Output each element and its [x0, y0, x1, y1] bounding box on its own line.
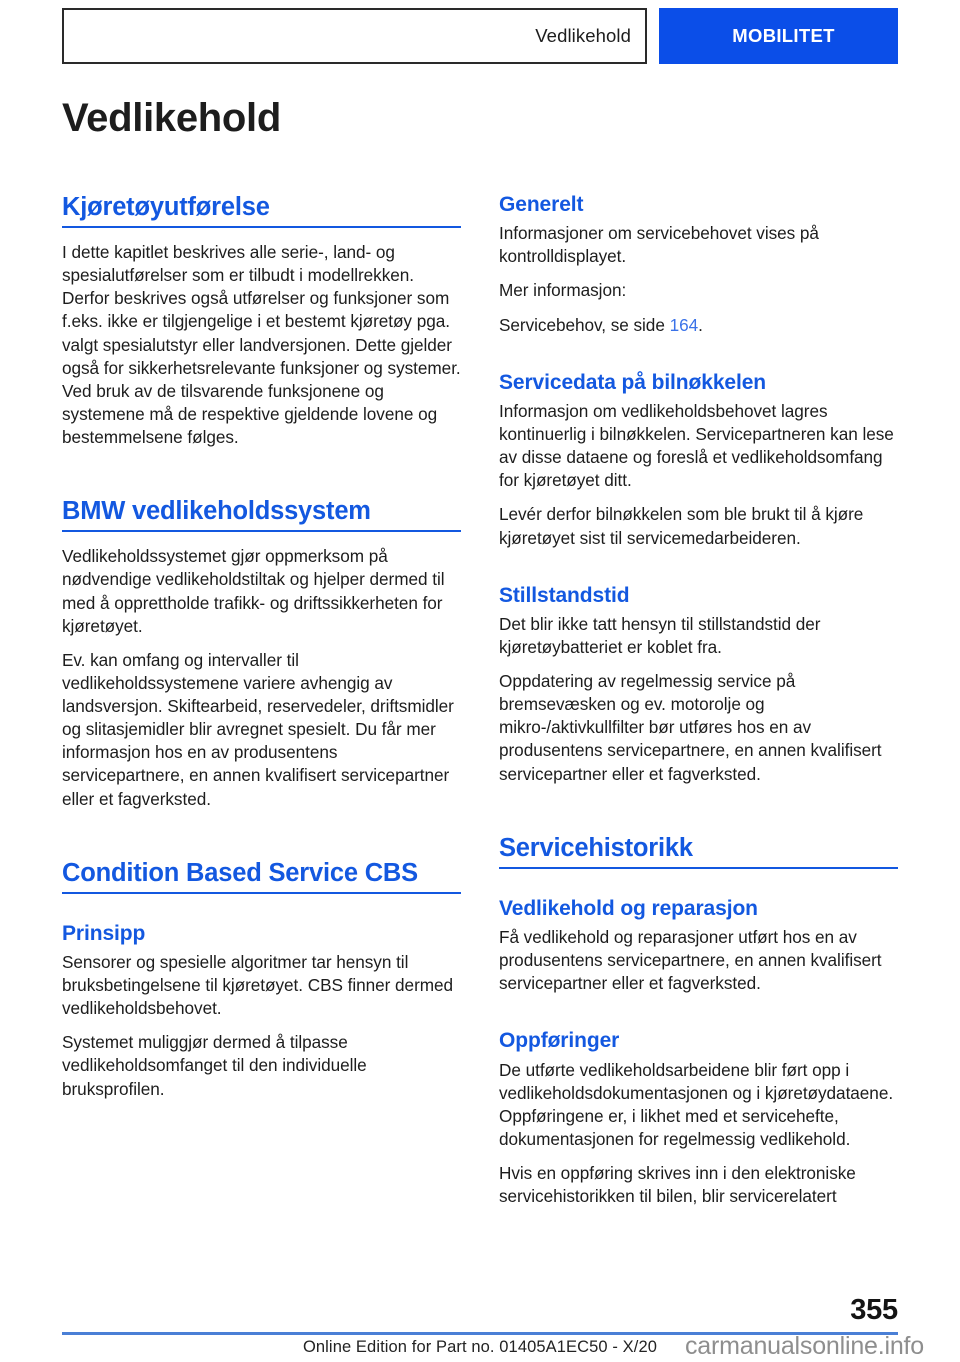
- page-title: Vedlikehold: [62, 96, 281, 140]
- chapter-tab-label: Vedlikehold: [535, 25, 631, 46]
- paragraph-stillstandstid-2: Oppdatering av regelmessig service på bremsevæsken og ev. motorolje og mikro-/aktivkullfilter bør utføres hos en av produsentens servicepartnere, en annen kvalifisert servicepartner eller et fagverksted.: [499, 671, 882, 784]
- section-gap: [62, 460, 461, 496]
- cross-reference-servicebehov: [499, 314, 898, 337]
- subsection-gap: [499, 348, 898, 370]
- watermark-carmanualsonline: carmanualsonline.info: [684, 1332, 924, 1360]
- heading-servicehistorikk: Servicehistorikk: [499, 833, 898, 869]
- paragraph-servicedata-2: Levér derfor bilnøkkelen som ble brukt til å kjøre kjøretøyet sist til servicemedarbeideren.: [499, 504, 864, 548]
- section-gap: [62, 822, 461, 858]
- paragraph-vedlikehold-reparasjon-1: Få vedlikehold og reparasjoner utført hos en av produsentens servicepartnere, en annen kvalifisert servicepartner eller et fagverksted.: [499, 926, 882, 994]
- heading-servicedata-pa-bilnokkelen: Servicedata på bilnøkkelen: [499, 370, 767, 394]
- left-column: [62, 192, 461, 1208]
- paragraph-kjoretoyutforelse-1: I dette kapitlet beskrives alle serie-, land- og spesialutførelser som er tilbudt i modellrekken. Derfor beskrives også utførelser og funksjoner som f.eks. ikke er tilgjengelige i et bestemt kjøretøy pga. valgt spesialutstyr eller landversjonen. Dette gjelder også for sikkerhetsrelevante funksjoner og systemer. Ved bruk av de tilsvarende funksjonene og systemene må de respektive gjeldende lovene og bestemmelsene følges.: [62, 242, 461, 448]
- content-columns: [62, 192, 898, 1208]
- paragraph-vedlikeholdssystem-2: Ev. kan omfang og intervaller til vedlikeholdssystemene variere avhengig av landsversjon. Skiftearbeid, reservedeler, driftsmidler og slitasjemidler blir avregnet spesielt. Du får mer informasjon hos en av produsentens servicepartnere, en annen kvalifisert servicepartner eller et fagverksted.: [62, 649, 454, 809]
- chapter-tab[interactable]: [62, 8, 647, 64]
- subsection-gap: [499, 882, 898, 896]
- cross-reference-suffix: .: [698, 314, 703, 335]
- page-number: 355: [850, 1294, 898, 1326]
- heading-bmw-vedlikeholdssystem: BMW vedlikeholdssystem: [62, 496, 461, 532]
- heading-stillstandstid: Stillstandstid: [499, 583, 630, 607]
- heading-prinsipp: Prinsipp: [62, 921, 146, 945]
- cross-reference-page-link[interactable]: 164: [669, 314, 699, 335]
- tab-spacer: [647, 8, 659, 64]
- paragraph-prinsipp-1: Sensorer og spesielle algoritmer tar hensyn til bruksbetingelsene til kjøretøyet. CBS finner dermed vedlikeholdsbehovet.: [62, 951, 454, 1019]
- paragraph-servicedata-1: Informasjon om vedlikeholdsbehovet lagres kontinuerlig i bilnøkkelen. Servicepartneren kan lese av disse dataene og foreslå et vedlikeholdsomfang for kjøretøyet ditt.: [499, 400, 894, 491]
- paragraph-generelt-1: Informasjoner om servicebehovet vises på kontrolldisplayet.: [499, 223, 819, 267]
- heading-kjoretoyutforelse: Kjøretøyutførelse: [62, 192, 461, 228]
- heading-generelt: Generelt: [499, 193, 584, 216]
- heading-vedlikehold-og-reparasjon: Vedlikehold og reparasjon: [499, 896, 758, 920]
- page-header-tabs: [62, 8, 898, 64]
- paragraph-oppforinger-1: De utførte vedlikeholdsarbeidene blir ført opp i vedlikeholdsdokumentasjonen og i kjøretøydataene. Oppføringene er, i likhet med et servicehefte, dokumentasjonen for regelmessig vedlikehold.: [499, 1059, 894, 1149]
- cross-reference-prefix: Servicebehov, se side: [499, 314, 670, 335]
- right-column: [499, 192, 898, 1208]
- heading-condition-based-service-cbs: Condition Based Service CBS: [62, 858, 461, 894]
- section-tab-label: MOBILITET: [732, 25, 835, 46]
- subsection-gap: [62, 907, 461, 921]
- paragraph-generelt-2: Mer informasjon:: [499, 280, 627, 301]
- footer-edition-note: Online Edition for Part no. 01405A1EC50 - X/20: [302, 1338, 658, 1356]
- paragraph-prinsipp-2: Systemet muliggjør dermed å tilpasse vedlikeholdsomfanget til den individuelle bruksprofilen.: [62, 1032, 367, 1099]
- subsection-gap: [499, 561, 898, 583]
- section-tab[interactable]: [659, 8, 898, 64]
- paragraph-stillstandstid-1: Det blir ikke tatt hensyn til stillstandstid der kjøretøybatteriet er koblet fra.: [499, 613, 821, 657]
- paragraph-oppforinger-2: Hvis en oppføring skrives inn i den elektroniske servicehistorikken til bilen, blir servicerelatert: [499, 1163, 856, 1207]
- heading-oppforinger: Oppføringer: [499, 1029, 620, 1053]
- paragraph-vedlikeholdssystem-1: Vedlikeholdssystemet gjør oppmerksom på nødvendige vedlikeholdstiltak og hjelper dermed til med å opprettholde trafikk- og driftssikkerheten for kjøretøyet.: [62, 546, 445, 636]
- section-gap: [499, 797, 898, 833]
- subsection-gap: [499, 1006, 898, 1028]
